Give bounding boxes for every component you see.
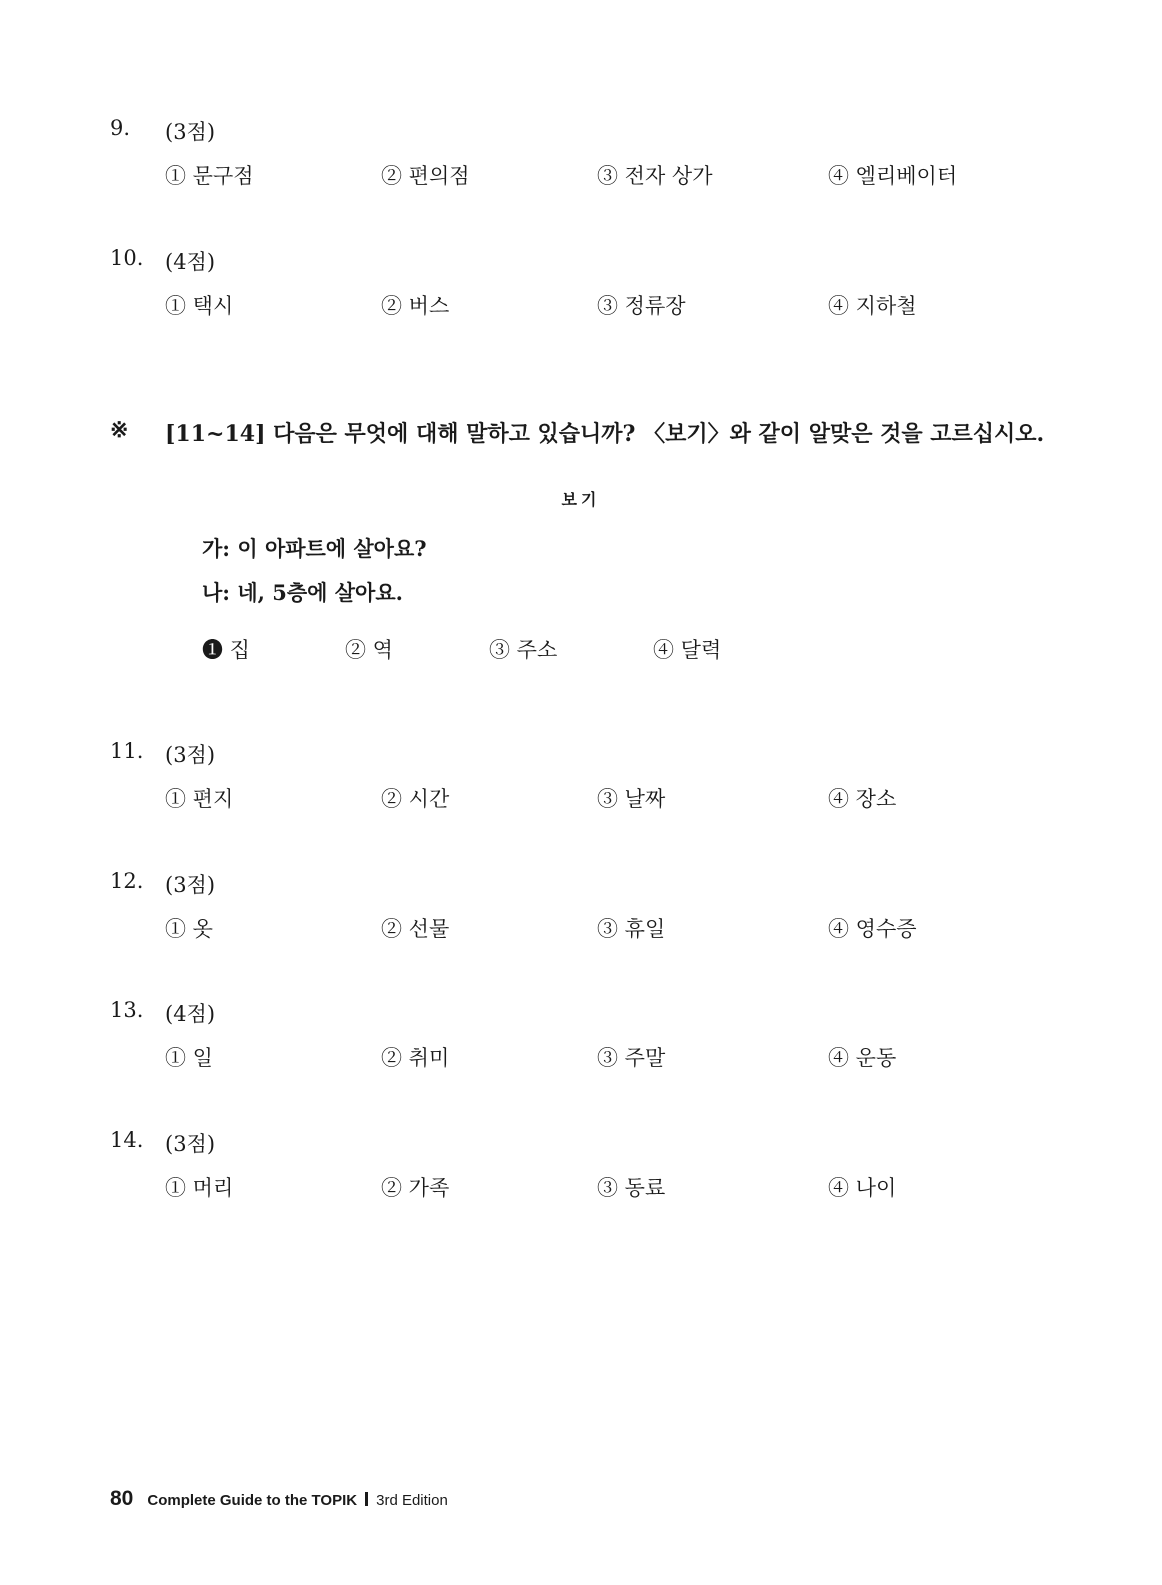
example-option-1: ❶ 집 xyxy=(202,638,250,662)
example-line-2: 나: 네, 5층에 살아요. xyxy=(202,580,403,605)
page-footer xyxy=(110,1487,448,1511)
option-2[interactable]: ② 시간 xyxy=(381,787,450,811)
option-2[interactable]: ② 선물 xyxy=(381,917,450,941)
example-line-1: 가: 이 아파트에 살아요? xyxy=(202,536,427,561)
question-points: (3점) xyxy=(165,743,216,767)
question-number: 13. xyxy=(110,998,144,1022)
example-option-2: ② 역 xyxy=(345,638,393,662)
option-4[interactable]: ④ 장소 xyxy=(828,787,897,811)
example-title: 보기 xyxy=(561,490,601,509)
option-4[interactable]: ④ 운동 xyxy=(828,1046,897,1070)
question-number: 14. xyxy=(110,1128,144,1152)
option-1[interactable]: ① 택시 xyxy=(165,294,234,318)
option-4[interactable]: ④ 엘리베이터 xyxy=(828,164,958,188)
instruction-text: [11~14] 다음은 무엇에 대해 말하고 있습니까? 〈보기〉와 같이 알맞은 것을 고르십시오. xyxy=(165,421,1045,447)
option-2[interactable]: ② 취미 xyxy=(381,1046,450,1070)
option-1[interactable]: ① 옷 xyxy=(165,917,213,941)
reference-mark: ※ xyxy=(110,417,129,443)
option-3[interactable]: ③ 동료 xyxy=(597,1176,666,1200)
option-1[interactable]: ① 편지 xyxy=(165,787,234,811)
option-1[interactable]: ① 머리 xyxy=(165,1176,234,1200)
question-points: (3점) xyxy=(165,1132,216,1156)
question-points: (3점) xyxy=(165,873,216,897)
option-4[interactable]: ④ 지하철 xyxy=(828,294,917,318)
option-2[interactable]: ② 가족 xyxy=(381,1176,450,1200)
option-3[interactable]: ③ 정류장 xyxy=(597,294,686,318)
book-title: Complete Guide to the TOPIK xyxy=(147,1492,358,1509)
footer-divider xyxy=(365,1492,368,1506)
example-option-4: ④ 달력 xyxy=(653,638,722,662)
option-2[interactable]: ② 버스 xyxy=(381,294,450,318)
option-1[interactable]: ① 문구점 xyxy=(165,164,254,188)
question-number: 10. xyxy=(110,246,144,270)
option-1[interactable]: ① 일 xyxy=(165,1046,213,1070)
option-2[interactable]: ② 편의점 xyxy=(381,164,470,188)
option-3[interactable]: ③ 전자 상가 xyxy=(597,164,713,188)
question-points: (4점) xyxy=(165,250,216,274)
option-3[interactable]: ③ 주말 xyxy=(597,1046,666,1070)
page-number: 80 xyxy=(110,1487,134,1510)
question-points: (3점) xyxy=(165,120,216,144)
example-option-3: ③ 주소 xyxy=(489,638,558,662)
question-number: 12. xyxy=(110,869,144,893)
option-4[interactable]: ④ 영수증 xyxy=(828,917,917,941)
edition-label: 3rd Edition xyxy=(376,1492,448,1509)
option-4[interactable]: ④ 나이 xyxy=(828,1176,897,1200)
option-3[interactable]: ③ 날짜 xyxy=(597,787,666,811)
question-number: 11. xyxy=(110,739,144,763)
question-points: (4점) xyxy=(165,1002,216,1026)
question-number: 9. xyxy=(110,116,131,140)
option-3[interactable]: ③ 휴일 xyxy=(597,917,666,941)
